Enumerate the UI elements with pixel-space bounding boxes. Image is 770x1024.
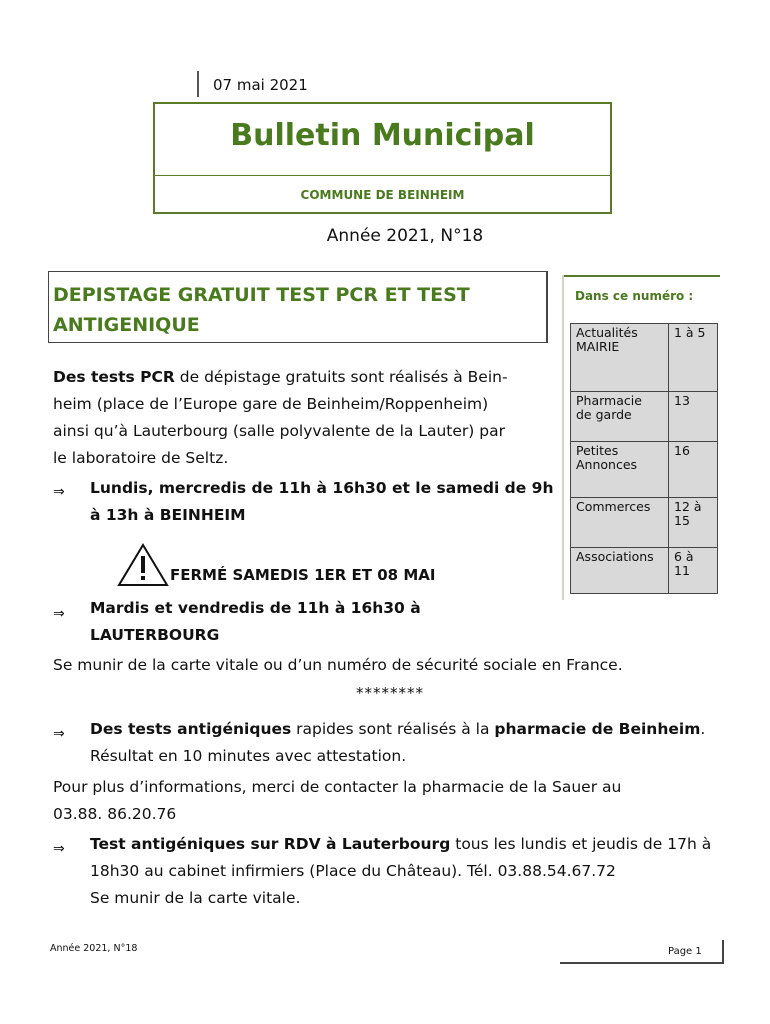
bulletin-title: Bulletin Municipal xyxy=(230,118,535,153)
footer-vertical-rule xyxy=(722,940,724,964)
toc-row xyxy=(571,498,718,548)
bullet-arrow-icon: ⇒ xyxy=(53,606,65,622)
contents-label: Dans ce numéro : xyxy=(575,289,694,303)
headline-line-1: DEPISTAGE GRATUIT TEST PCR ET TEST xyxy=(53,284,470,306)
antigen-lauterbourg: Test antigéniques sur RDV à Lauterbourg tous les lundis et jeudis de 17h à 18h30 au cabinet infirmiers (Place du Château). Tél. 03.88.54.67.72 Se munir de la carte vitale. xyxy=(90,835,712,907)
headline-line-2: ANTIGENIQUE xyxy=(53,314,200,336)
section-separator: ******** xyxy=(356,684,424,702)
masthead-divider xyxy=(155,175,610,176)
antigen-pharmacy: Des tests antigéniques rapides sont réalisés à la pharmacie de Beinheim. Résultat en 10 minutes avec attestation. xyxy=(90,720,706,765)
commune-name: COMMUNE DE BEINHEIM xyxy=(300,188,465,202)
toc-title: Commerces xyxy=(571,498,669,548)
issue-date: 07 mai 2021 xyxy=(213,76,308,94)
pharmacy-contact: Pour plus d’informations, merci de contacter la pharmacie de la Sauer au 03.88. 86.20.76 xyxy=(53,778,622,823)
toc-page: 1 à 5 xyxy=(669,324,718,392)
page-number: Page 1 xyxy=(668,946,702,957)
sidebar-top-rule xyxy=(562,275,720,277)
closed-notice: FERMÉ SAMEDIS 1ER ET 08 MAI xyxy=(170,566,436,584)
bullet-arrow-icon: ⇒ xyxy=(53,841,65,857)
sidebar-left-rule xyxy=(562,275,564,600)
schedule-beinheim: Lundis, mercredis de 11h à 16h30 et le samedi de 9h à 13h à BEINHEIM xyxy=(90,479,554,524)
vitale-notice: Se munir de la carte vitale ou d’un numéro de sécurité sociale en France. xyxy=(53,656,623,674)
schedule-lauterbourg: Mardis et vendredis de 11h à 16h30 à LAUTERBOURG xyxy=(90,599,421,644)
date-divider xyxy=(197,71,199,97)
toc-title: Actualités MAIRIE xyxy=(571,324,669,392)
bullet-arrow-icon: ⇒ xyxy=(53,726,65,742)
issue-number: Année 2021, N°18 xyxy=(326,226,484,246)
warning-triangle-icon xyxy=(117,543,169,587)
masthead xyxy=(153,102,612,214)
toc-title: Associations xyxy=(571,548,669,594)
article-headline-box xyxy=(48,271,548,343)
article-headline xyxy=(53,280,470,340)
footer-rule xyxy=(560,962,723,964)
toc-title: Pharmacie de garde xyxy=(571,392,669,442)
article-paragraph-pcr: Des tests PCR de dépistage gratuits sont réalisés à Bein- heim (place de l’Europe gare de Beinheim/Roppenheim) ainsi qu’à Lauterbourg (salle polyvalente de la Lauter) par le laboratoire de Seltz. xyxy=(53,368,508,467)
toc-page: 12 à 15 xyxy=(669,498,718,548)
bullet-arrow-icon: ⇒ xyxy=(53,484,65,500)
toc-row xyxy=(571,442,718,498)
footer-issue: Année 2021, N°18 xyxy=(50,943,138,954)
contents-table xyxy=(570,323,718,594)
toc-row xyxy=(571,392,718,442)
toc-page: 13 xyxy=(669,392,718,442)
toc-title: Petites Annonces xyxy=(571,442,669,498)
toc-row xyxy=(571,548,718,594)
toc-page: 6 à 11 xyxy=(669,548,718,594)
toc-row xyxy=(571,324,718,392)
toc-page: 16 xyxy=(669,442,718,498)
